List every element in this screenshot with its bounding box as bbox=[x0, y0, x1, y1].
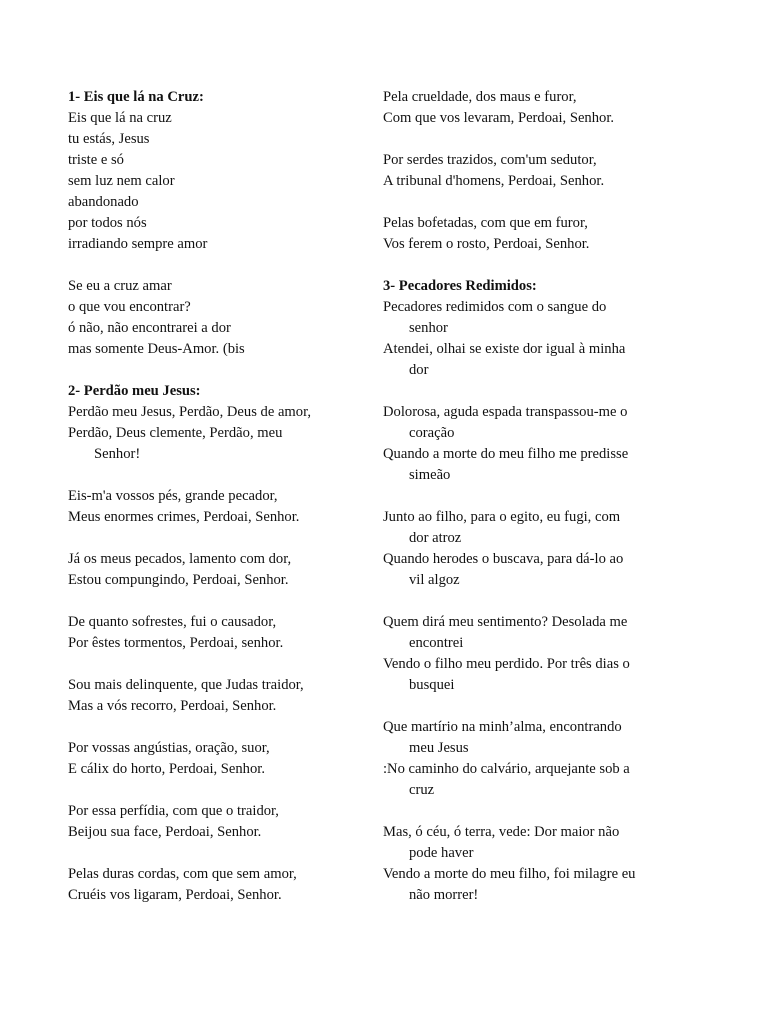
verse-line-continuation: pode haver bbox=[409, 845, 474, 861]
verse-line: Pelas bofetadas, com que em furor, bbox=[383, 215, 588, 231]
stanza-gap bbox=[383, 801, 683, 822]
verse-line: Quem dirá meu sentimento? Desolada me bbox=[383, 614, 628, 630]
verse-line: Pela crueldade, dos maus e furor, bbox=[383, 89, 577, 105]
verse-line: tu estás, Jesus bbox=[68, 131, 150, 147]
verse-line: Vendo o filho meu perdido. Por três dias o bbox=[383, 656, 630, 672]
stanza-gap bbox=[68, 843, 368, 864]
verse-line-continuation: simeão bbox=[409, 467, 451, 483]
verse-line: triste e só bbox=[68, 152, 124, 168]
stanza-gap bbox=[68, 255, 368, 276]
stanza-gap bbox=[383, 591, 683, 612]
stanza-gap bbox=[68, 591, 368, 612]
stanza-gap bbox=[383, 255, 683, 276]
refrain-line-continuation: Senhor! bbox=[94, 446, 141, 462]
verse-line: :No caminho do calvário, arquejante sob a bbox=[383, 761, 630, 777]
verse-line-continuation: encontrei bbox=[409, 635, 464, 651]
verse-line: Sou mais delinquente, que Judas traidor, bbox=[68, 677, 304, 693]
verse-line-continuation: cruz bbox=[409, 782, 435, 798]
verse-line: Se eu a cruz amar bbox=[68, 278, 172, 294]
stanza-gap bbox=[68, 654, 368, 675]
verse-line: Por essa perfídia, com que o traidor, bbox=[68, 803, 279, 819]
verse-line: Pecadores redimidos com o sangue do bbox=[383, 299, 607, 315]
stanza-gap bbox=[383, 129, 683, 150]
verse-line: abandonado bbox=[68, 194, 139, 210]
verse-line-continuation: busquei bbox=[409, 677, 455, 693]
verse-line: Quando a morte do meu filho me predisse bbox=[383, 446, 629, 462]
verse-line: Junto ao filho, para o egito, eu fugi, com bbox=[383, 509, 621, 525]
verse-line: por todos nós bbox=[68, 215, 147, 231]
verse-line: ó não, não encontrarei a dor bbox=[68, 320, 231, 336]
verse-line-continuation: coração bbox=[409, 425, 455, 441]
verse-line: o que vou encontrar? bbox=[68, 299, 191, 315]
verse-line: Que martírio na minh’alma, encontrando bbox=[383, 719, 622, 735]
verse-line: sem luz nem calor bbox=[68, 173, 175, 189]
verse-line: A tribunal d'homens, Perdoai, Senhor. bbox=[383, 173, 605, 189]
verse-line: Meus enormes crimes, Perdoai, Senhor. bbox=[68, 509, 300, 525]
verse-line: Mas, ó céu, ó terra, vede: Dor maior não bbox=[383, 824, 620, 840]
section-title-perdao-meu-jesus: 2- Perdão meu Jesus: bbox=[68, 383, 201, 399]
stanza-gap bbox=[383, 486, 683, 507]
verse-line: Vos ferem o rosto, Perdoai, Senhor. bbox=[383, 236, 590, 252]
verse-line: Cruéis vos ligaram, Perdoai, Senhor. bbox=[68, 887, 282, 903]
verse-line: Por êstes tormentos, Perdoai, senhor. bbox=[68, 635, 284, 651]
verse-line: Por vossas angústias, oração, suor, bbox=[68, 740, 270, 756]
verse-line: Quando herodes o buscava, para dá-lo ao bbox=[383, 551, 624, 567]
stanza-gap bbox=[383, 381, 683, 402]
verse-line: Com que vos levaram, Perdoai, Senhor. bbox=[383, 110, 615, 126]
verse-line-continuation: vil algoz bbox=[409, 572, 460, 588]
stanza-gap bbox=[68, 465, 368, 486]
section-title-pecadores-redimidos: 3- Pecadores Redimidos: bbox=[383, 278, 537, 294]
verse-line: Pelas duras cordas, com que sem amor, bbox=[68, 866, 297, 882]
stanza-gap bbox=[383, 192, 683, 213]
refrain-line: Perdão meu Jesus, Perdão, Deus de amor, bbox=[68, 404, 311, 420]
verse-line: Vendo a morte do meu filho, foi milagre eu bbox=[383, 866, 636, 882]
verse-line: Dolorosa, aguda espada transpassou-me o bbox=[383, 404, 628, 420]
verse-line: Mas a vós recorro, Perdoai, Senhor. bbox=[68, 698, 277, 714]
verse-line: E cálix do horto, Perdoai, Senhor. bbox=[68, 761, 265, 777]
verse-line-continuation: meu Jesus bbox=[409, 740, 469, 756]
stanza-gap bbox=[68, 717, 368, 738]
verse-line-continuation: dor bbox=[409, 362, 429, 378]
left-column bbox=[68, 87, 368, 906]
stanza-gap bbox=[68, 780, 368, 801]
stanza-gap bbox=[68, 360, 368, 381]
verse-line: Por serdes trazidos, com'um sedutor, bbox=[383, 152, 597, 168]
verse-line: Beijou sua face, Perdoai, Senhor. bbox=[68, 824, 262, 840]
right-column bbox=[383, 87, 683, 906]
refrain-line: Perdão, Deus clemente, Perdão, meu bbox=[68, 425, 283, 441]
verse-line-continuation: dor atroz bbox=[409, 530, 462, 546]
section-title-eis-que-la-na-cruz: 1- Eis que lá na Cruz: bbox=[68, 89, 204, 105]
verse-line: Eis-m'a vossos pés, grande pecador, bbox=[68, 488, 278, 504]
stanza-gap bbox=[383, 696, 683, 717]
verse-line: mas somente Deus-Amor. (bis bbox=[68, 341, 245, 357]
verse-line: Atendei, olhai se existe dor igual à minha bbox=[383, 341, 626, 357]
verse-line: Já os meus pecados, lamento com dor, bbox=[68, 551, 292, 567]
verse-line-continuation: senhor bbox=[409, 320, 448, 336]
verse-line: irradiando sempre amor bbox=[68, 236, 208, 252]
stanza-gap bbox=[68, 528, 368, 549]
verse-line-continuation: não morrer! bbox=[409, 887, 479, 903]
verse-line: Eis que lá na cruz bbox=[68, 110, 172, 126]
verse-line: Estou compungindo, Perdoai, Senhor. bbox=[68, 572, 289, 588]
verse-line: De quanto sofrestes, fui o causador, bbox=[68, 614, 277, 630]
